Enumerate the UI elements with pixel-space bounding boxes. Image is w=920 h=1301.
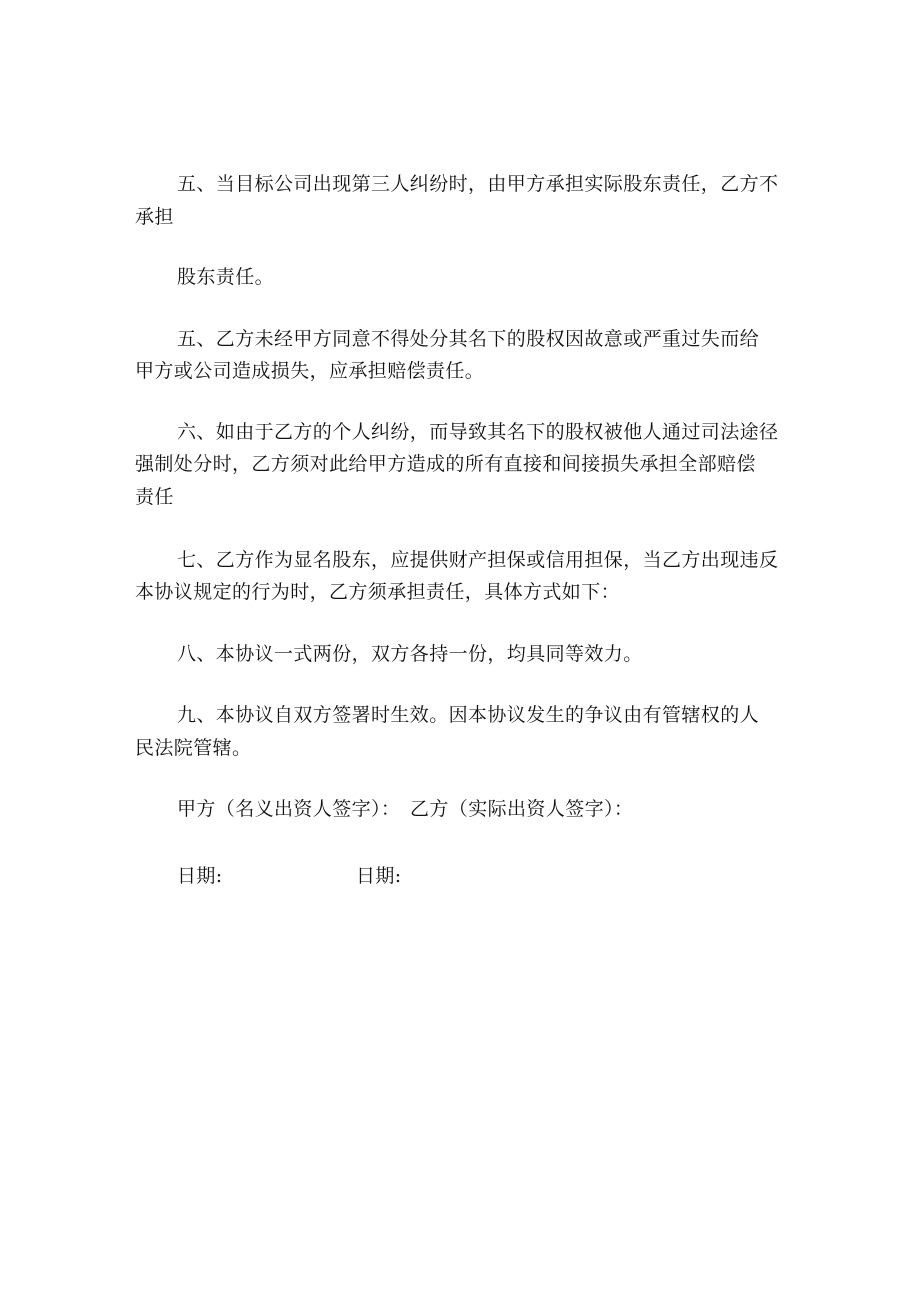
clause-5a-line-1: 五、当目标公司出现第三人纠纷时，由甲方承担实际股东责任，乙方不 <box>177 173 779 195</box>
party-a-signature-label: 甲方（名义出资人签字）： <box>177 798 401 820</box>
clause-6-line-3: 责任 <box>135 486 174 508</box>
clause-6-line-1: 六、如由于乙方的个人纠纷，而导致其名下的股权被他人通过司法途径 <box>177 421 779 443</box>
clause-8-line-1: 八、本协议一式两份，双方各持一份，均具同等效力。 <box>177 643 643 665</box>
clause-5a-line-2: 承担 <box>135 206 174 228</box>
party-b-date-label: 日期: <box>356 865 402 887</box>
party-a-date-label: 日期: <box>177 865 223 887</box>
clause-7-line-1: 七、乙方作为显名股东，应提供财产担保或信用担保，当乙方出现违反 <box>177 549 779 571</box>
clause-9-line-1: 九、本协议自双方签署时生效。因本协议发生的争议由有管辖权的人 <box>177 704 760 726</box>
clause-6-line-2: 强制处分时，乙方须对此给甲方造成的所有直接和间接损失承担全部赔偿 <box>135 453 756 475</box>
clause-5b-line-2: 甲方或公司造成损失，应承担赔偿责任。 <box>135 360 485 382</box>
party-b-signature-label: 乙方（实际出资人签字）： <box>410 798 634 820</box>
clause-5a-line-3: 股东责任。 <box>177 266 275 288</box>
clause-9-line-2: 民法院管辖。 <box>135 737 252 759</box>
clause-5b-line-1: 五、乙方未经甲方同意不得处分其名下的股权因故意或严重过失而给 <box>177 328 760 350</box>
clause-7-line-2: 本协议规定的行为时，乙方须承担责任，具体方式如下： <box>135 581 621 603</box>
